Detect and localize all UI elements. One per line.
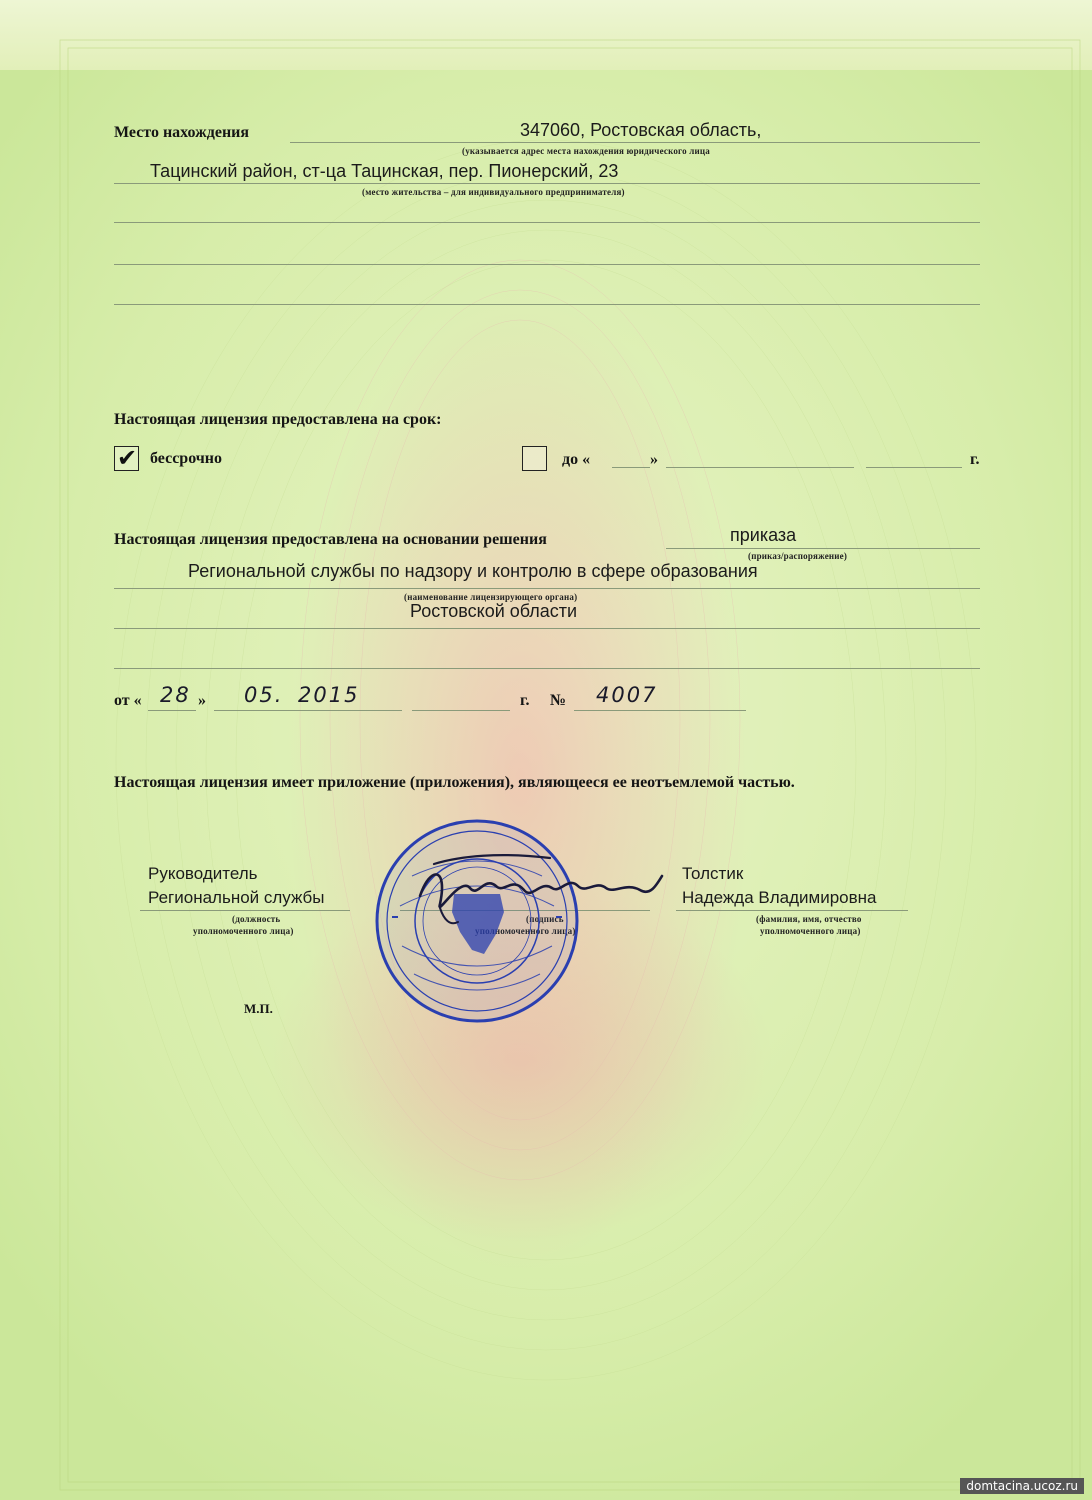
handwritten-signature-icon xyxy=(400,846,670,936)
authority-line-1 xyxy=(114,588,980,589)
check-mark-icon: ✔ xyxy=(117,444,138,472)
basis-type-caption: (приказ/распоряжение) xyxy=(748,551,848,561)
location-line-1-text: 347060, Ростовская область, xyxy=(520,120,762,140)
date-year-suffix: г. xyxy=(520,692,530,709)
location-caption-1: (указывается адрес места нахождения юридического лица xyxy=(462,146,710,156)
authority-line-2 xyxy=(114,628,980,629)
date-year: 2015 xyxy=(298,683,360,707)
blank-line-3 xyxy=(114,304,980,305)
date-month: 05. xyxy=(244,683,284,707)
until-month-line xyxy=(666,467,854,468)
term-label: Настоящая лицензия предоставлена на срок: xyxy=(114,411,442,428)
until-checkbox xyxy=(522,446,547,471)
position-line-2: Региональной службы xyxy=(148,888,325,907)
location-caption-2: (место жительства – для индивидуального предпринимателя) xyxy=(362,187,625,197)
location-line-2-text: Тацинский район, ст-ца Тацинская, пер. Пионерский, 23 xyxy=(150,161,619,181)
date-quote-close: » xyxy=(198,692,206,709)
date-year-line xyxy=(412,710,510,711)
until-year-suffix: г. xyxy=(970,451,980,468)
position-line xyxy=(140,910,350,911)
number-label: № xyxy=(550,692,567,709)
basis-type-text: приказа xyxy=(730,525,797,545)
location-line-2 xyxy=(114,183,980,184)
basis-type-line xyxy=(666,548,980,549)
until-quote-close: » xyxy=(650,451,658,468)
until-year-line xyxy=(866,467,962,468)
until-label: до « xyxy=(562,451,591,468)
name-line-2: Надежда Владимировна xyxy=(682,888,877,907)
number-line xyxy=(574,710,746,711)
position-caption-1: (должность xyxy=(232,914,281,924)
name-caption-2: уполномоченного лица) xyxy=(760,926,861,936)
date-from-label: от « xyxy=(114,692,142,709)
date-day-line xyxy=(148,710,196,711)
seal-label: М.П. xyxy=(244,1001,273,1016)
blank-line-4 xyxy=(114,668,980,669)
location-line-1 xyxy=(290,142,980,143)
position-caption-2: уполномоченного лица) xyxy=(193,926,294,936)
authority-line-1-text: Региональной службы по надзору и контролю в сфере образования xyxy=(188,561,758,581)
license-number: 4007 xyxy=(596,683,658,707)
name-caption-1: (фамилия, имя, отчество xyxy=(756,914,862,924)
site-watermark: domtacina.ucoz.ru xyxy=(960,1478,1084,1494)
date-month-line xyxy=(214,710,402,711)
blank-line-2 xyxy=(114,264,980,265)
until-day-line xyxy=(612,467,650,468)
authority-caption: (наименование лицензирующего органа) xyxy=(404,592,578,602)
appendix-note: Настоящая лицензия имеет приложение (приложения), являющееся ее неотъемлемой частью. xyxy=(114,774,795,791)
blank-line-1 xyxy=(114,222,980,223)
basis-label: Настоящая лицензия предоставлена на основании решения xyxy=(114,531,547,548)
name-line xyxy=(676,910,908,911)
position-line-1: Руководитель xyxy=(148,864,258,883)
authority-line-2-text: Ростовской области xyxy=(410,601,578,621)
location-label: Место нахождения xyxy=(114,124,250,141)
date-day: 28 xyxy=(160,683,191,707)
indefinite-label: бессрочно xyxy=(150,450,223,467)
name-line-1: Толстик xyxy=(682,864,744,883)
